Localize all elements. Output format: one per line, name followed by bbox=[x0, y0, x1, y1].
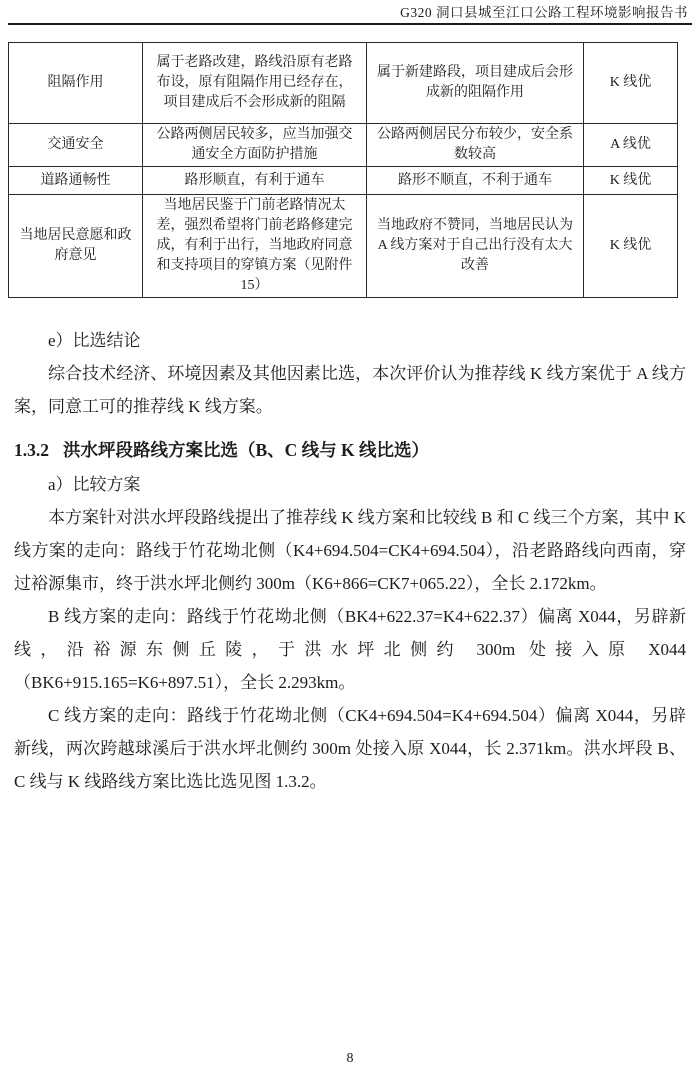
page-footer bbox=[0, 1051, 700, 1067]
row-label: 当地居民意愿和政府意见 bbox=[9, 195, 143, 298]
table-row-traffic-safety bbox=[9, 124, 678, 167]
row-label: 阻隔作用 bbox=[9, 43, 143, 124]
result-cell: K 线优 bbox=[584, 167, 678, 195]
result-cell: A 线优 bbox=[584, 124, 678, 167]
paragraph-b-line: B 线方案的走向：路线于竹花坳北侧（BK4+622.37=K4+622.37）偏离 X044，另辟新线，沿裕源东侧丘陵，于洪水坪北侧约 300m 处接入原 X044（BK6+915.165=K6+897.51），全长 2.293km。 bbox=[14, 607, 686, 692]
conclusion-heading: e）比选结论 bbox=[48, 331, 141, 350]
result-cell: K 线优 bbox=[584, 195, 678, 298]
route-comparison-table bbox=[8, 42, 678, 298]
paragraph-c-line: C 线方案的走向：路线于竹花坳北侧（CK4+694.504=K4+694.504）偏离 X044，另辟新线，两次跨越球溪后于洪水坪北侧约 300m 处接入原 X044，长 2.371km。洪水坪段 B、C 线与 K 线路线方案比选比选见图 1.3.2。 bbox=[14, 706, 686, 791]
conclusion-paragraph: 综合技术经济、环境因素及其他因素比选，本次评价认为推荐线 K 线方案优于 A 线方案，同意工可的推荐线 K 线方案。 bbox=[14, 364, 686, 416]
table-row-road-smoothness bbox=[9, 167, 678, 195]
page-number: 8 bbox=[346, 1051, 354, 1066]
document-body bbox=[0, 324, 700, 798]
k-line-cell: 属于老路改建，路线沿原有老路布设，原有阻隔作用已经存在，项目建成后不会形成新的阻隔 bbox=[143, 43, 367, 124]
paragraph-k-line: 本方案针对洪水坪段路线提出了推荐线 K 线方案和比较线 B 和 C 线三个方案，其中 K 线方案的走向：路线于竹花坳北侧（K4+694.504=CK4+694.504），沿老路路线向西南，穿过裕源集市，终于洪水坪北侧约 300m（K6+866=CK7+065.22），全长 2.172km。 bbox=[14, 508, 686, 593]
row-label: 道路通畅性 bbox=[9, 167, 143, 195]
section-number: 1.3.2 bbox=[14, 440, 49, 460]
a-line-cell: 公路两侧居民分布较少，安全系数较高 bbox=[367, 124, 584, 167]
k-line-cell: 路形顺直，有利于通车 bbox=[143, 167, 367, 195]
a-line-cell: 属于新建路段，项目建成后会形成新的阻隔作用 bbox=[367, 43, 584, 124]
page-header bbox=[8, 0, 692, 25]
a-line-cell: 路形不顺直，不利于通车 bbox=[367, 167, 584, 195]
table-row-barrier-effect bbox=[9, 43, 678, 124]
k-line-cell: 公路两侧居民较多，应当加强交通安全方面防护措施 bbox=[143, 124, 367, 167]
report-header-title: G320 洞口县城至江口公路工程环境影响报告书 bbox=[400, 5, 688, 20]
section-title: 洪水坪段路线方案比选（B、C 线与 K 线比选） bbox=[63, 440, 430, 460]
row-label: 交通安全 bbox=[9, 124, 143, 167]
a-line-cell: 当地政府不赞同，当地居民认为 A 线方案对于自己出行没有太大改善 bbox=[367, 195, 584, 298]
compare-heading: a）比较方案 bbox=[48, 475, 141, 494]
result-cell: K 线优 bbox=[584, 43, 678, 124]
section-heading-1-3-2 bbox=[14, 432, 686, 468]
k-line-cell: 当地居民鉴于门前老路情况太差，强烈希望将门前老路修建完成，有利于出行，当地政府同意和支持项目的穿镇方案（见附件 15） bbox=[143, 195, 367, 298]
table-row-public-opinion bbox=[9, 195, 678, 298]
